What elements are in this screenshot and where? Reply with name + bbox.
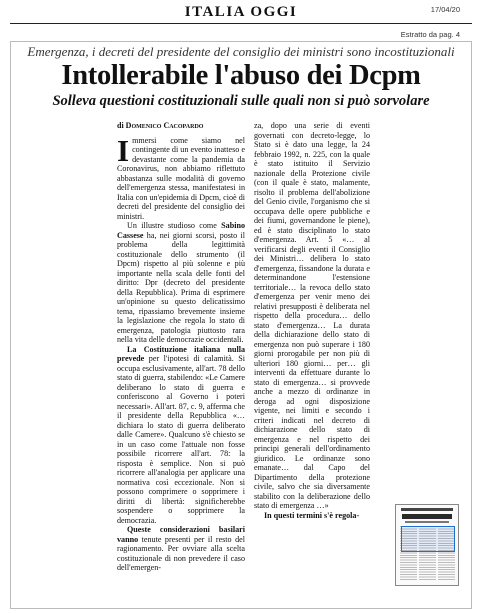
paragraph-cassese: [117, 221, 245, 345]
lead-in-bold: La Costituzione italiana nulla prevede: [117, 344, 245, 363]
thumbnail-headline: [402, 514, 452, 519]
paragraph-closing: [254, 511, 370, 521]
paragraph-text: Un illustre studioso come: [127, 221, 222, 230]
lead-in-bold: In questi termini s'è regola-: [264, 510, 360, 520]
newspaper-name: ITALIA OGGI: [184, 4, 298, 20]
thumbnail-subhead: [405, 521, 449, 523]
thumbnail-masthead: [401, 508, 453, 511]
paragraph-text: ha, nei giorni scorsi, posto il problema della legittimità costituzionale dello strumento (il Dpcm) rispetto al più solenne e più importante nella scala delle fonti del diritto: Dpr (decreto del presidente della Repubblica). Prima di esprimere un'opinione su questo delicatissimo tema, ripassiamo brevemente insieme la legislazione che regola lo stato di emergenza, patologia piuttosto rara nella vita delle democrazie occidentali.: [117, 230, 245, 344]
page-thumbnail: [395, 504, 459, 586]
byline: [117, 121, 245, 131]
paragraph-intro: [117, 132, 245, 222]
masthead: [0, 4, 482, 24]
article-headline: Intollerabile l'abuso dei Dcpm: [61, 60, 421, 91]
article-subhead: Solleva questioni costituzionali sulle quali non si può sorvolare: [52, 93, 430, 109]
article-kicker: Emergenza, i decreti del presidente del consiglio dei ministri sono incostituzionali: [27, 44, 455, 59]
paragraph-text: tenute presenti per il resto del ragionamento. Per ovviare alla scelta costituzionale di non prevedere il caso dell'emergen-: [117, 534, 245, 572]
paragraph-intro-text: mmersi come siamo nel contingente di un evento inatteso e devastante come la pandemia da Coronavirus, non abbiamo riflettuto abbastanza sulle modalità di governo dell'emergenza stessa, manifestatesi in Italia con un'epidemia di Dpcm, cioè di decreti del presidente del consiglio dei ministri.: [117, 135, 245, 221]
page-extract-note: Estratto da pag. 4: [400, 30, 460, 39]
paragraph-legge-225: za, dopo una serie di eventi governati con decreto-legge, lo Stato si è dato una legge, la 24 febbraio 1992, n. 225, con la quale è stato istituito il Servizio nazionale della Protezione civile (con il quale è stato, malamente, risolto il problema dell'abolizione del Genio civile, l'organismo che si occupava delle opere pubbliche e dei fiumi, governandone le piene), ed è stato disciplinato lo stato d'emergenza. Art. 5 «… al verificarsi degli eventi il Consiglio dei Ministri… delibera lo stato d'emergenza, fissandone la durata e determinandone l'estensione territoriale… la revoca dello stato d'emergenza per venir meno dei relativi presupposti è deliberata nel rispetto della procedura… dello stato d'emergenza… La durata della dichiarazione dello stato di emergenza non può superare i 180 giorni prorogabile per non più di ulteriori 180 giorni… per… gli interventi da effettuare durante lo stato di emergenza… si provvede anche a mezzo di ordinanze in deroga ad ogni disposizione vigente, nei limiti e secondo i criteri indicati nel decreto di dichiarazione dello stato di emergenza e nel rispetto dei principi generali dell'ordinamento giuridico. Le ordinanze sono emanate… dal Capo del Dipartimento della protezione civile, salvo che sia diversamente stabilito con la deliberazione dello stato di emergenza …»: [254, 121, 370, 510]
article-column-1: [117, 121, 245, 573]
lead-in-bold: Queste considerazioni basilari vanno: [117, 525, 245, 544]
paragraph-text: per l'ipotesi di calamità. Si occupa esclusivamente, all'art. 78 dello stato di guerra, stabilendo: «Le Camere deliberano lo stato di guerra e conferiscono al Governo i poteri necessari». All'art. 87, c. 9, afferma che il presidente della Repubblica «… dichiara lo stato di guerra deliberato dalle Camere». Qualcuno s'è chiesto se in un caso come l'attuale non fosse possibile ricorrere all'art. 78: la risposta è semplice. Non si può ricorrere all'analogia per applicare una normativa così eccezionale. Non si possono comprimere o sopprimere i diritti di libertà: significherebbe sospendere o sopprimere la democrazia.: [117, 354, 245, 525]
drop-cap: I: [117, 132, 130, 168]
thumbnail-article-highlight: [401, 526, 455, 552]
article-column-2: [254, 121, 370, 520]
paragraph-considerazioni: [117, 525, 245, 573]
paragraph-costituzione: [117, 345, 245, 526]
highlight-name: Sabino Cassese: [117, 221, 245, 240]
masthead-divider: [10, 23, 472, 24]
publication-date: 17/04/20: [430, 5, 460, 14]
byline-prefix: di: [117, 121, 124, 130]
author-name: Domenico Cacopardo: [125, 121, 204, 130]
